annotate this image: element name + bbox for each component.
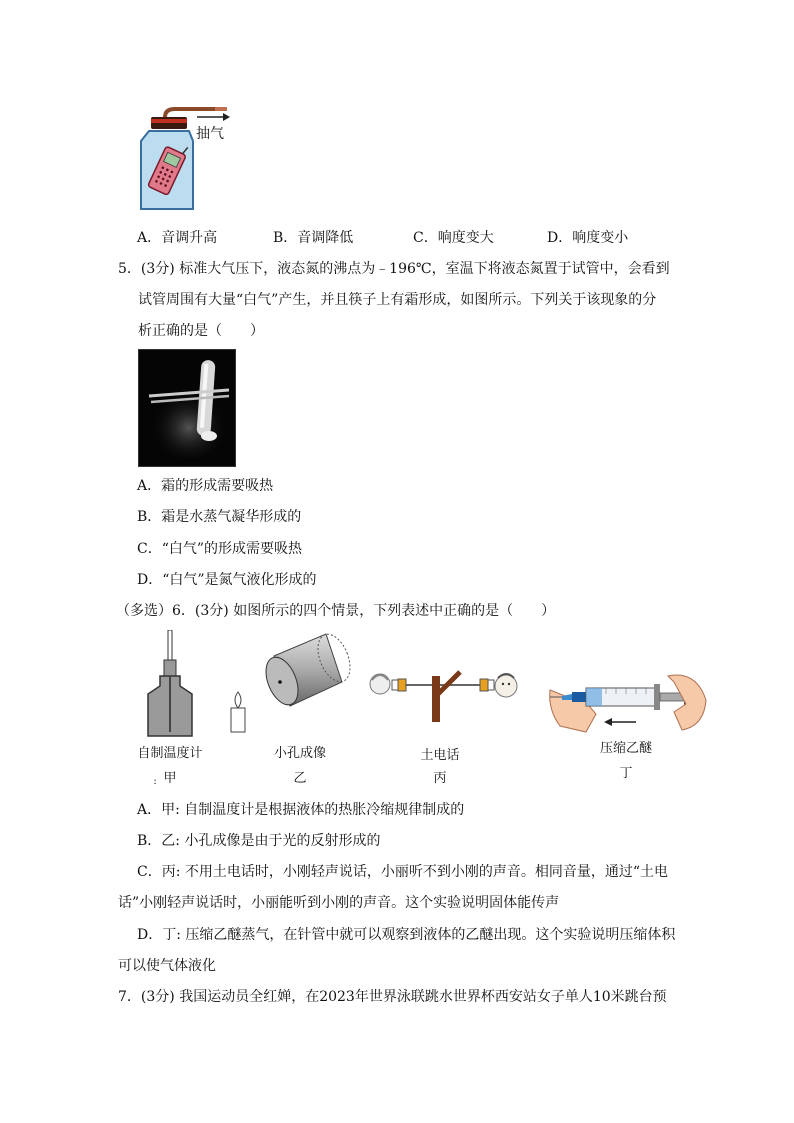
bottle-thermometer-icon — [140, 630, 200, 740]
q5-option-b[interactable]: B．霜是水蒸气凝华形成的 — [137, 509, 302, 525]
figure-compress-ether — [546, 670, 708, 738]
q6-option-c-line-2[interactable]: 话”小刚轻声说话时，小丽能听到小刚的声音。这个实验说明固体能传声 — [118, 895, 560, 911]
q5-option-c[interactable]: C．“白气”的形成需要吸热 — [137, 541, 303, 557]
label-jia: 甲 — [163, 771, 177, 786]
q4-option-d[interactable]: D．响度变小 — [547, 230, 629, 246]
candle-icon — [226, 690, 250, 734]
liquid-nitrogen-photo — [138, 349, 236, 467]
label-ding: 丁 — [619, 766, 633, 781]
q6-option-d-line-2[interactable]: 可以使气体液化 — [118, 958, 216, 974]
caption-homemade-thermometer: 自制温度计 — [137, 746, 203, 761]
q6-option-c-line-1[interactable]: C．丙: 不用土电话时，小刚轻声说话，小丽听不到小刚的声音。相同音量，通过“土电 — [137, 864, 669, 880]
q4-option-a[interactable]: A．音调升高 — [137, 230, 218, 246]
pinhole-cylinder-icon — [256, 626, 356, 716]
candle-figure — [226, 690, 250, 734]
phone-jar-figure — [135, 105, 245, 215]
q6-stem: （多选）6．(3分) 如图所示的四个情景，下列表述中正确的是（ ） — [116, 603, 556, 619]
syringe-hands-icon — [546, 670, 708, 738]
q5-stem-line-2: 试管周围有大量“白气”产生，并且筷子上有霜形成，如图所示。下列关于该现象的分 — [138, 292, 657, 308]
string-telephone-icon — [368, 666, 520, 724]
label-yi: 乙 — [293, 771, 307, 786]
caption-compress-ether: 压缩乙醚 — [599, 741, 652, 756]
q5-option-a[interactable]: A．霜的形成需要吸热 — [137, 478, 274, 494]
q6-option-b[interactable]: B．乙: 小孔成像是由于光的反射形成的 — [137, 833, 381, 849]
q7-stem-line-1: 7．(3分) 我国运动员全红婵，在2023年世界泳联跳水世界杯西安站女子单人10米跳台预 — [118, 989, 667, 1005]
q5-stem-line-1: 5．(3分) 标准大气压下，液态氮的沸点为﹣196℃，室温下将液态氮置于试管中，会看到 — [118, 261, 670, 277]
label-bing: 丙 — [433, 771, 447, 786]
figure-homemade-thermometer — [140, 630, 200, 740]
stray-mark: : — [153, 776, 157, 787]
test-tube-frost-image — [139, 350, 235, 466]
q5-option-d[interactable]: D．“白气”是氮气液化形成的 — [137, 572, 317, 588]
caption-string-telephone: 土电话 — [420, 748, 460, 763]
figure-string-telephone — [368, 666, 520, 724]
figure-pinhole-camera — [256, 626, 356, 716]
q5-stem-line-3: 析正确的是（ ） — [138, 323, 264, 339]
q6-option-d-line-1[interactable]: D．丁: 压缩乙醚蒸气，在针管中就可以观察到液体的乙醚出现。这个实验说明压缩体积 — [137, 927, 676, 943]
q6-option-a[interactable]: A．甲: 自制温度计是根据液体的热胀冷缩规律制成的 — [137, 802, 465, 818]
phone-jar-illustration — [135, 105, 245, 215]
q4-option-c[interactable]: C．响度变大 — [413, 230, 494, 246]
caption-pinhole-imaging: 小孔成像 — [273, 746, 326, 761]
pump-label: 抽气 — [196, 126, 224, 142]
q4-option-b[interactable]: B．音调降低 — [273, 230, 354, 246]
